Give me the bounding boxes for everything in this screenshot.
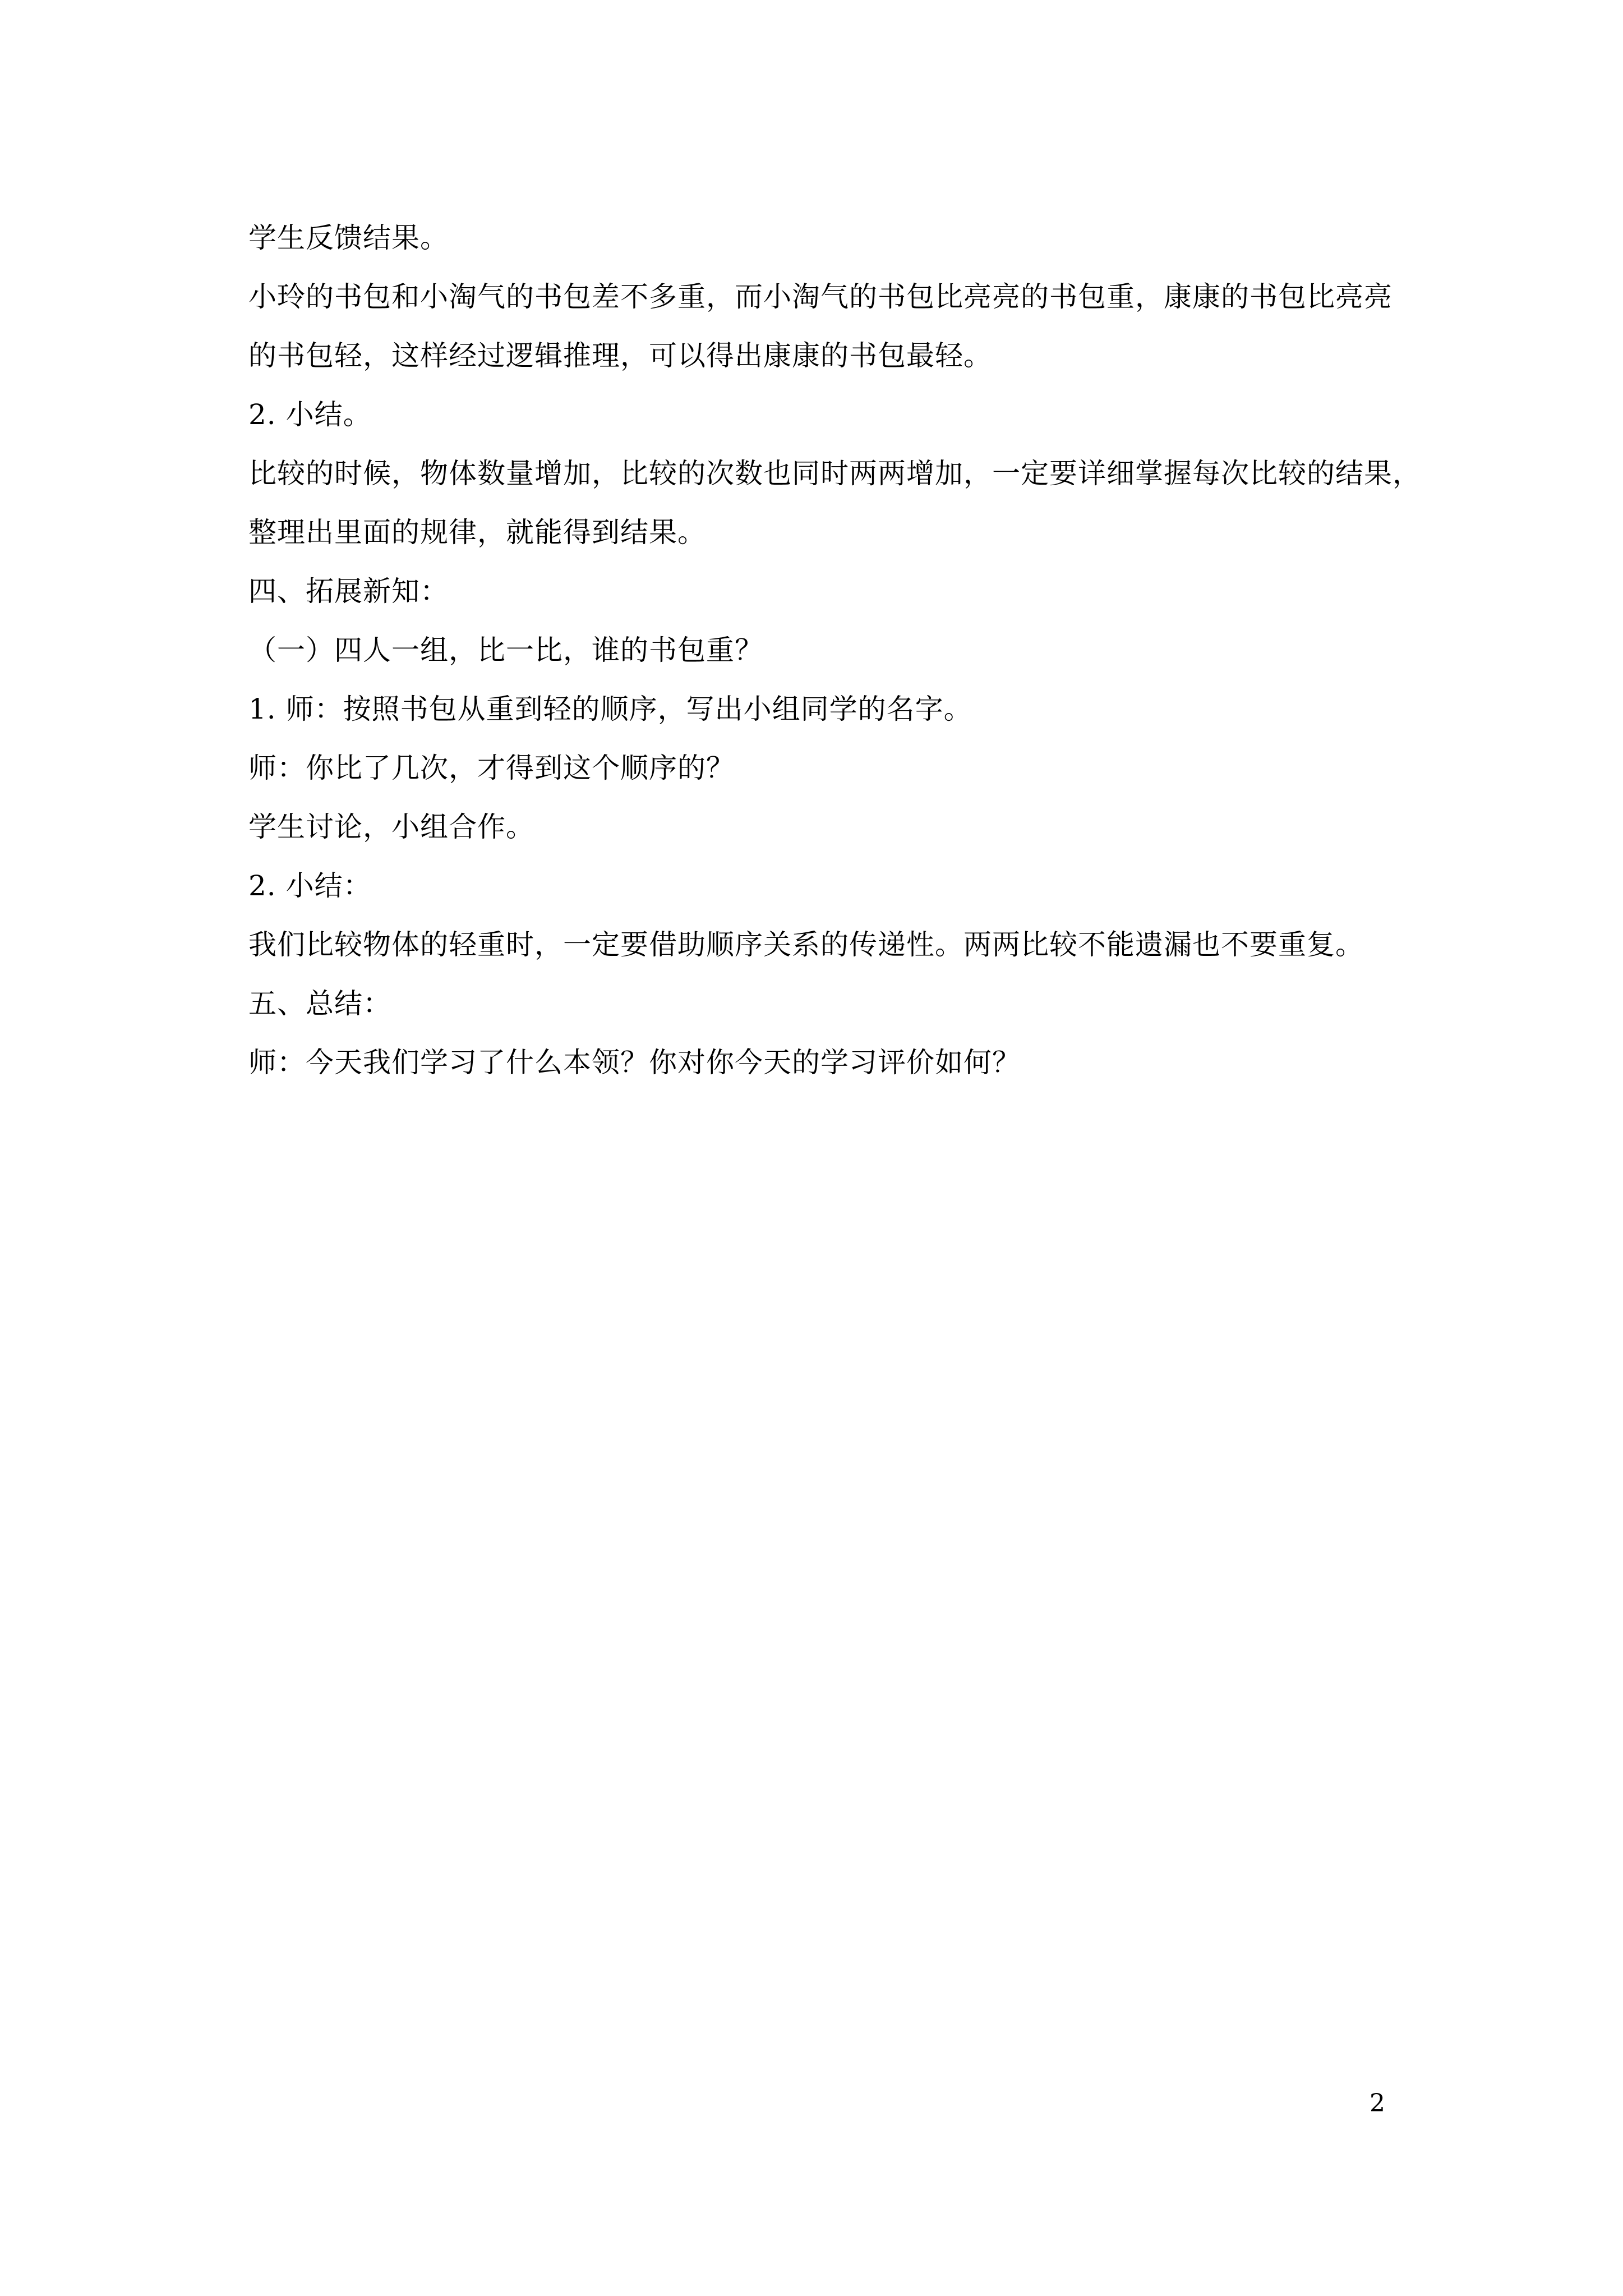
paragraph-line: 我们比较物体的轻重时，一定要借助顺序关系的传递性。两两比较不能遗漏也不要重复。: [248, 928, 1364, 961]
page-number: 2: [1370, 2089, 1385, 2118]
paragraph-line: 的书包轻，这样经过逻辑推理，可以得出康康的书包最轻。: [248, 339, 992, 372]
section-heading: 四、拓展新知：: [248, 575, 449, 608]
paragraph-line: 整理出里面的规律，就能得到结果。: [248, 516, 706, 549]
paragraph-line: 学生讨论，小组合作。: [248, 811, 534, 843]
paragraph-line: 1. 师：按照书包从重到轻的顺序，写出小组同学的名字。: [248, 693, 972, 725]
paragraph-line: 师：今天我们学习了什么本领？你对你今天的学习评价如何？: [248, 1046, 1021, 1079]
paragraph-line: 小玲的书包和小淘气的书包差不多重，而小淘气的书包比亮亮的书包重，康康的书包比亮亮: [248, 280, 1393, 313]
paragraph-line: 学生反馈结果。: [248, 222, 449, 254]
paragraph-line: 2. 小结：: [248, 869, 372, 902]
paragraph-line: 比较的时候，物体数量增加，比较的次数也同时两两增加，一定要详细掌握每次比较的结果，: [248, 457, 1421, 490]
document-body: [248, 209, 1421, 1092]
paragraph-line: 师：你比了几次，才得到这个顺序的？: [248, 752, 735, 784]
paragraph-line: （一）四人一组，比一比，谁的书包重？: [248, 634, 763, 666]
section-heading: 五、总结：: [248, 987, 391, 1020]
paragraph-line: 2. 小结。: [248, 398, 372, 431]
